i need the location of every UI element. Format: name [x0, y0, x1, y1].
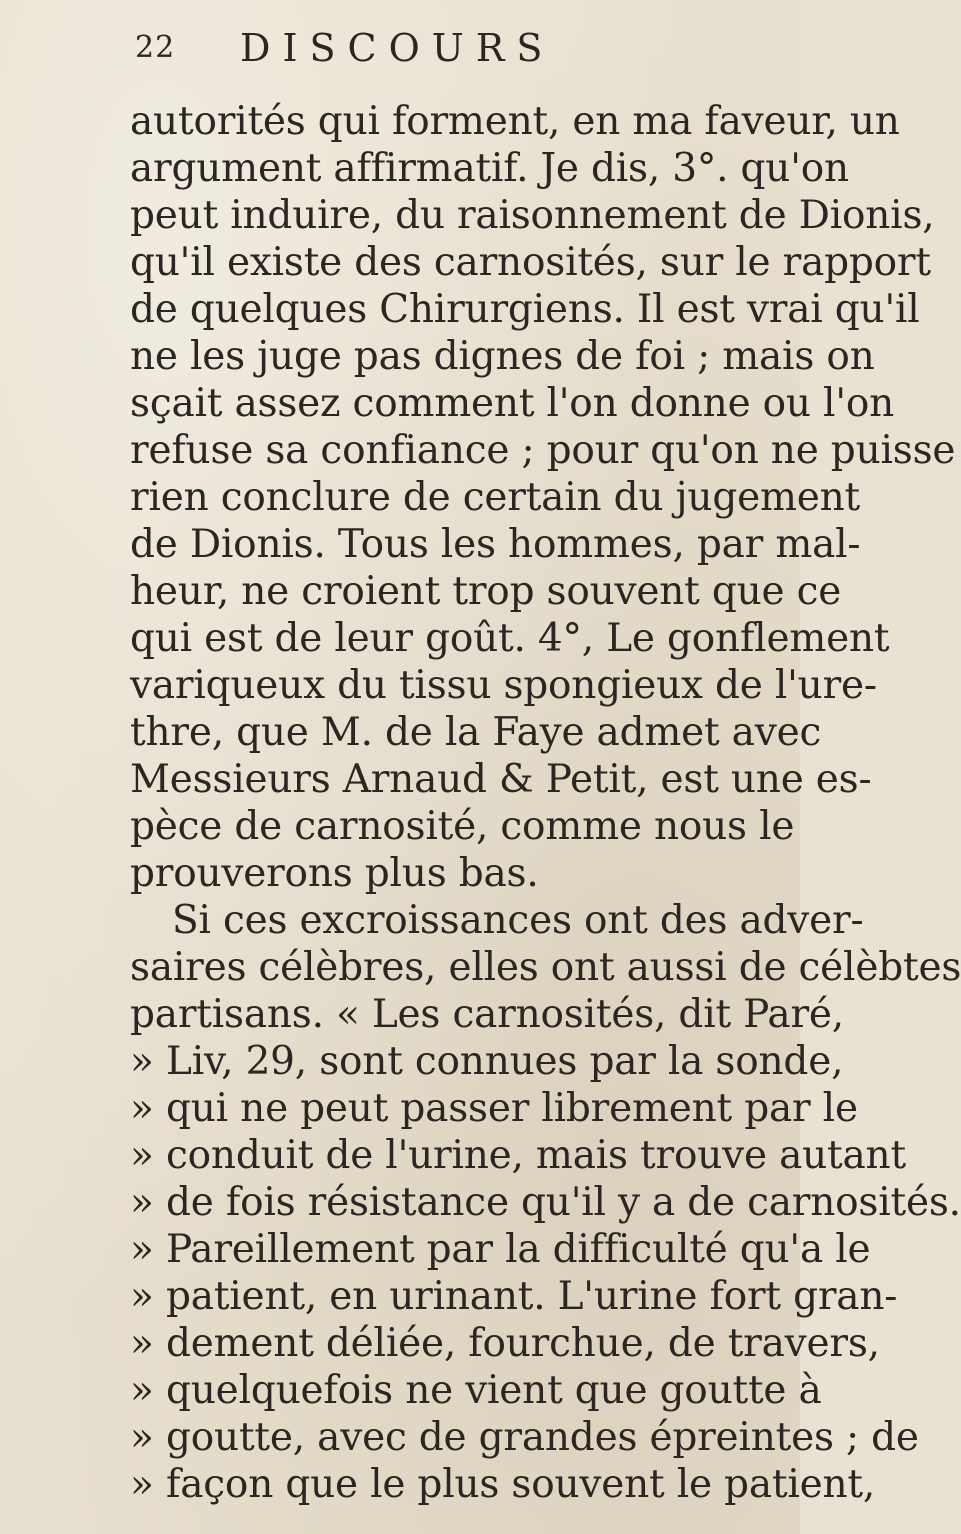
text-line: de Dionis. Tous les hommes, par mal-: [130, 522, 861, 567]
quote-mark: »: [130, 1039, 154, 1084]
text-line: ne les juge pas dignes de foi ; mais on: [130, 334, 875, 379]
text-line: saires célèbres, elles ont aussi de célèbtes: [130, 945, 961, 990]
text-line: qui est de leur goût. 4°, Le gonflement: [130, 616, 890, 661]
quoted-text: Pareillement par la difficulté qu'a le: [166, 1227, 871, 1272]
quoted-line: [130, 1038, 844, 1086]
quoted-line: [130, 1414, 919, 1462]
quoted-text: goutte, avec de grandes épreintes ; de: [166, 1415, 919, 1460]
quote-mark: »: [130, 1274, 154, 1319]
quoted-line: [130, 1367, 822, 1415]
quoted-text: quelquefois ne vient que goutte à: [166, 1368, 822, 1413]
text-line: thre, que M. de la Faye admet avec: [130, 710, 822, 755]
text-line: de quelques Chirurgiens. Il est vrai qu'il: [130, 287, 920, 332]
quoted-line: [130, 1461, 876, 1509]
text-line: refuse sa confiance ; pour qu'on ne puisse: [130, 428, 956, 473]
quoted-text: qui ne peut passer librement par le: [166, 1086, 858, 1131]
text-line: argument affirmatif. Je dis, 3°. qu'on: [130, 146, 849, 191]
quoted-line: [130, 1226, 871, 1274]
quoted-text: dement déliée, fourchue, de travers,: [166, 1321, 880, 1366]
quoted-line: [130, 1085, 858, 1133]
quoted-text: conduit de l'urine, mais trouve autant: [166, 1133, 906, 1178]
text-line: autorités qui forment, en ma faveur, un: [130, 99, 900, 144]
quote-mark: »: [130, 1133, 154, 1178]
quoted-line: [130, 1273, 898, 1321]
text-line: Messieurs Arnaud & Petit, est une es-: [130, 757, 872, 802]
page-header: [135, 18, 695, 78]
quote-mark: »: [130, 1086, 154, 1131]
quote-mark: »: [130, 1321, 154, 1366]
text-line: rien conclure de certain du jugement: [130, 475, 861, 520]
quoted-line: [130, 1132, 906, 1180]
text-line: heur, ne croient trop souvent que ce: [130, 569, 842, 614]
text-line: prouverons plus bas.: [130, 851, 539, 896]
quoted-text: façon que le plus souvent le patient,: [166, 1462, 876, 1507]
running-title: DISCOURS: [240, 26, 555, 70]
quote-mark: »: [130, 1462, 154, 1507]
text-line: sçait assez comment l'on donne ou l'on: [130, 381, 895, 426]
quoted-text: Liv, 29, sont connues par la sonde,: [166, 1039, 844, 1084]
quoted-text: patient, en urinant. L'urine fort gran-: [166, 1274, 898, 1319]
text-line: variqueux du tissu spongieux de l'ure-: [130, 663, 877, 708]
text-line: pèce de carnosité, comme nous le: [130, 804, 795, 849]
text-line: peut induire, du raisonnement de Dionis,: [130, 193, 935, 238]
quote-mark: »: [130, 1180, 154, 1225]
quoted-line: [130, 1320, 880, 1368]
page-number: 22: [135, 30, 176, 65]
text-line: partisans. « Les carnosités, dit Paré,: [130, 992, 844, 1037]
quoted-line: [130, 1179, 961, 1227]
quote-mark: »: [130, 1368, 154, 1413]
text-line: Si ces excroissances ont des adver-: [172, 898, 864, 943]
quote-mark: »: [130, 1227, 154, 1272]
quoted-text: de fois résistance qu'il y a de carnosités.: [166, 1180, 961, 1225]
text-line: qu'il existe des carnosités, sur le rapport: [130, 240, 931, 285]
quote-mark: »: [130, 1415, 154, 1460]
